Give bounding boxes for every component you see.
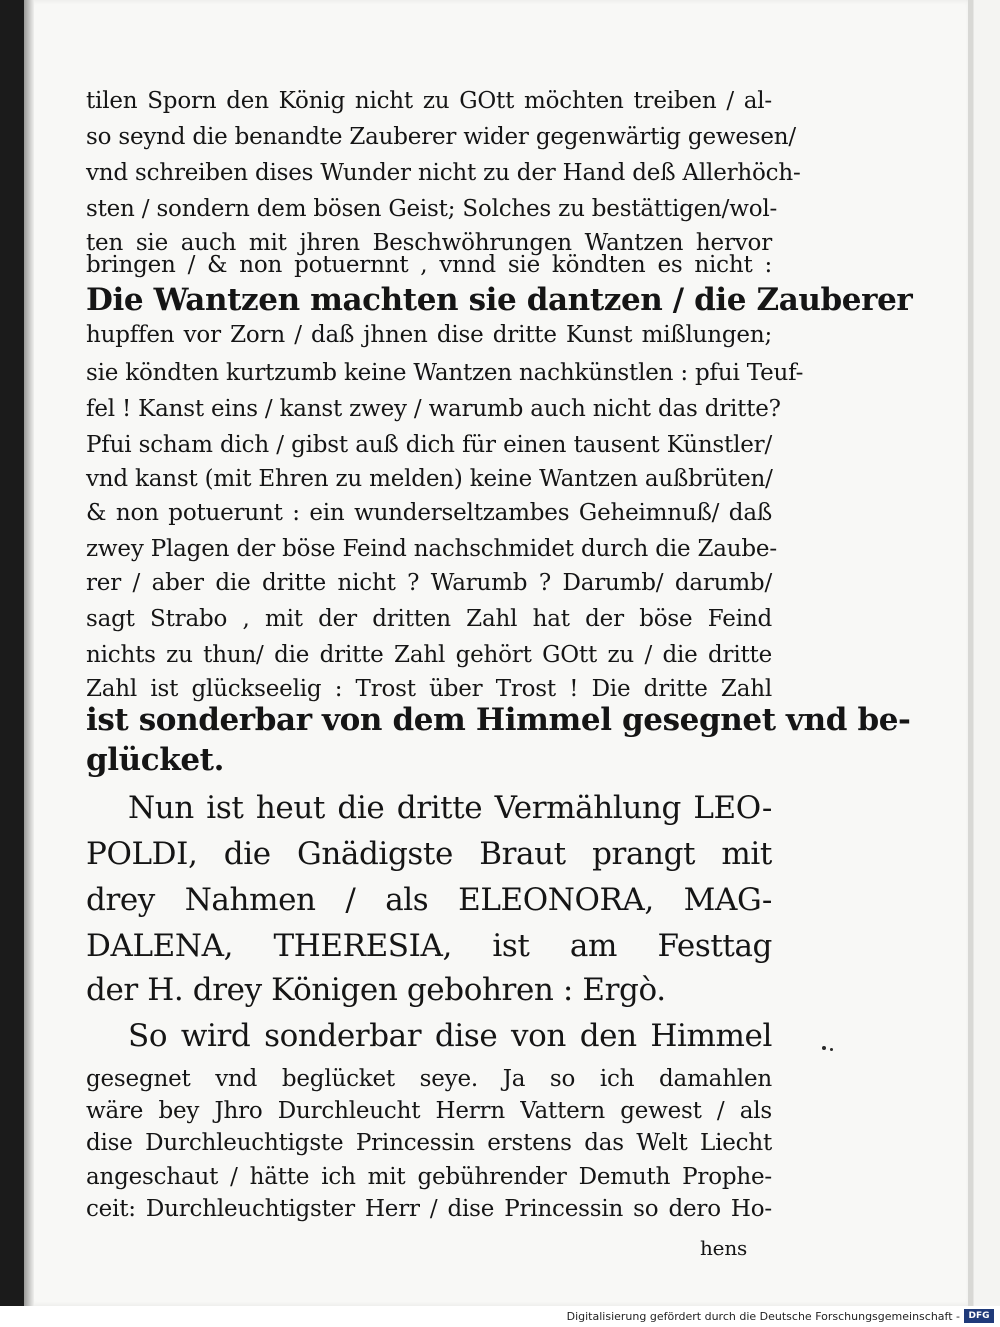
text-line: der H. drey Königen gebohren : Ergò. xyxy=(86,972,666,1008)
text-line: ist sonderbar von dem Himmel gesegnet vnd be- xyxy=(86,702,911,738)
text-line: nichts zu thun/ die dritte Zahl gehört GOtt zu / die dritte xyxy=(86,642,772,668)
text-line: ten sie auch mit jhren Beschwöhrungen Wantzen hervor xyxy=(86,230,772,256)
text-line: hupffen vor Zorn / daß jhnen dise dritte Kunst mißlungen; xyxy=(86,322,772,348)
text-line: dise Durchleuchtigste Princessin erstens das Welt Liecht xyxy=(86,1130,772,1156)
text-line: fel ! Kanst eins / kanst zwey / warumb auch nicht das dritte? xyxy=(86,396,781,422)
text-line: sie köndten kurtzumb keine Wantzen nachkünstlen : pfui Teuf- xyxy=(86,360,804,386)
text-line: gesegnet vnd beglücket seye. Ja so ich damahlen xyxy=(86,1066,772,1092)
text-line: & non potuerunt : ein wunderseltzambes Geheimnuß/ daß xyxy=(86,500,772,526)
text-line: DALENA, THERESIA, ist am Festtag xyxy=(86,928,772,964)
page-right-edge xyxy=(968,0,973,1306)
ink-speck xyxy=(822,1046,826,1050)
text-line: angeschaut / hätte ich mit gebührender Demuth Prophe- xyxy=(86,1164,772,1190)
text-line: Die Wantzen machten sie dantzen / die Zauberer xyxy=(86,282,913,318)
scan-left-border xyxy=(0,0,24,1327)
dfg-logo: DFG xyxy=(964,1309,994,1323)
text-line: glücket. xyxy=(86,742,224,778)
text-line: ceit: Durchleuchtigster Herr / dise Princessin so dero Ho- xyxy=(86,1196,772,1222)
funding-credit: Digitalisierung gefördert durch die Deutsche Forschungsgemeinschaft - xyxy=(566,1310,960,1323)
text-line: sagt Strabo , mit der dritten Zahl hat der böse Feind xyxy=(86,606,772,632)
text-line: vnd kanst (mit Ehren zu melden) keine Wantzen außbrüten/ xyxy=(86,466,773,492)
text-line: zwey Plagen der böse Feind nachschmidet durch die Zaube- xyxy=(86,536,777,562)
catchword: hens xyxy=(700,1236,748,1260)
text-line: POLDI, die Gnädigste Braut prangt mit xyxy=(86,836,772,872)
text-line: rer / aber die dritte nicht ? Warumb ? Darumb/ darumb/ xyxy=(86,570,772,596)
text-line: So wird sonderbar dise von den Himmel xyxy=(128,1018,772,1054)
scan-gutter-shadow xyxy=(24,0,34,1327)
text-line: so seynd die benandte Zauberer wider gegenwärtig gewesen/ xyxy=(86,124,796,150)
text-line: Nun ist heut die dritte Vermählung LEO- xyxy=(128,790,772,826)
text-line: sten / sondern dem bösen Geist; Solches zu bestättigen/wol- xyxy=(86,196,778,222)
text-line: vnd schreiben dises Wunder nicht zu der Hand deß Allerhöch- xyxy=(86,160,801,186)
text-line: tilen Sporn den König nicht zu GOtt möchten treiben / al- xyxy=(86,88,772,114)
text-line: Zahl ist glückseelig : Trost über Trost ! Die dritte Zahl xyxy=(86,676,772,702)
text-line: bringen / & non potuernnt , vnnd sie köndten es nicht : xyxy=(86,252,772,278)
text-line: drey Nahmen / als ELEONORA, MAG- xyxy=(86,882,772,918)
text-line: Pfui scham dich / gibst auß dich für einen tausent Künstler/ xyxy=(86,432,772,458)
text-line: wäre bey Jhro Durchleucht Herrn Vattern gewest / als xyxy=(86,1098,772,1124)
ink-speck xyxy=(830,1048,833,1051)
